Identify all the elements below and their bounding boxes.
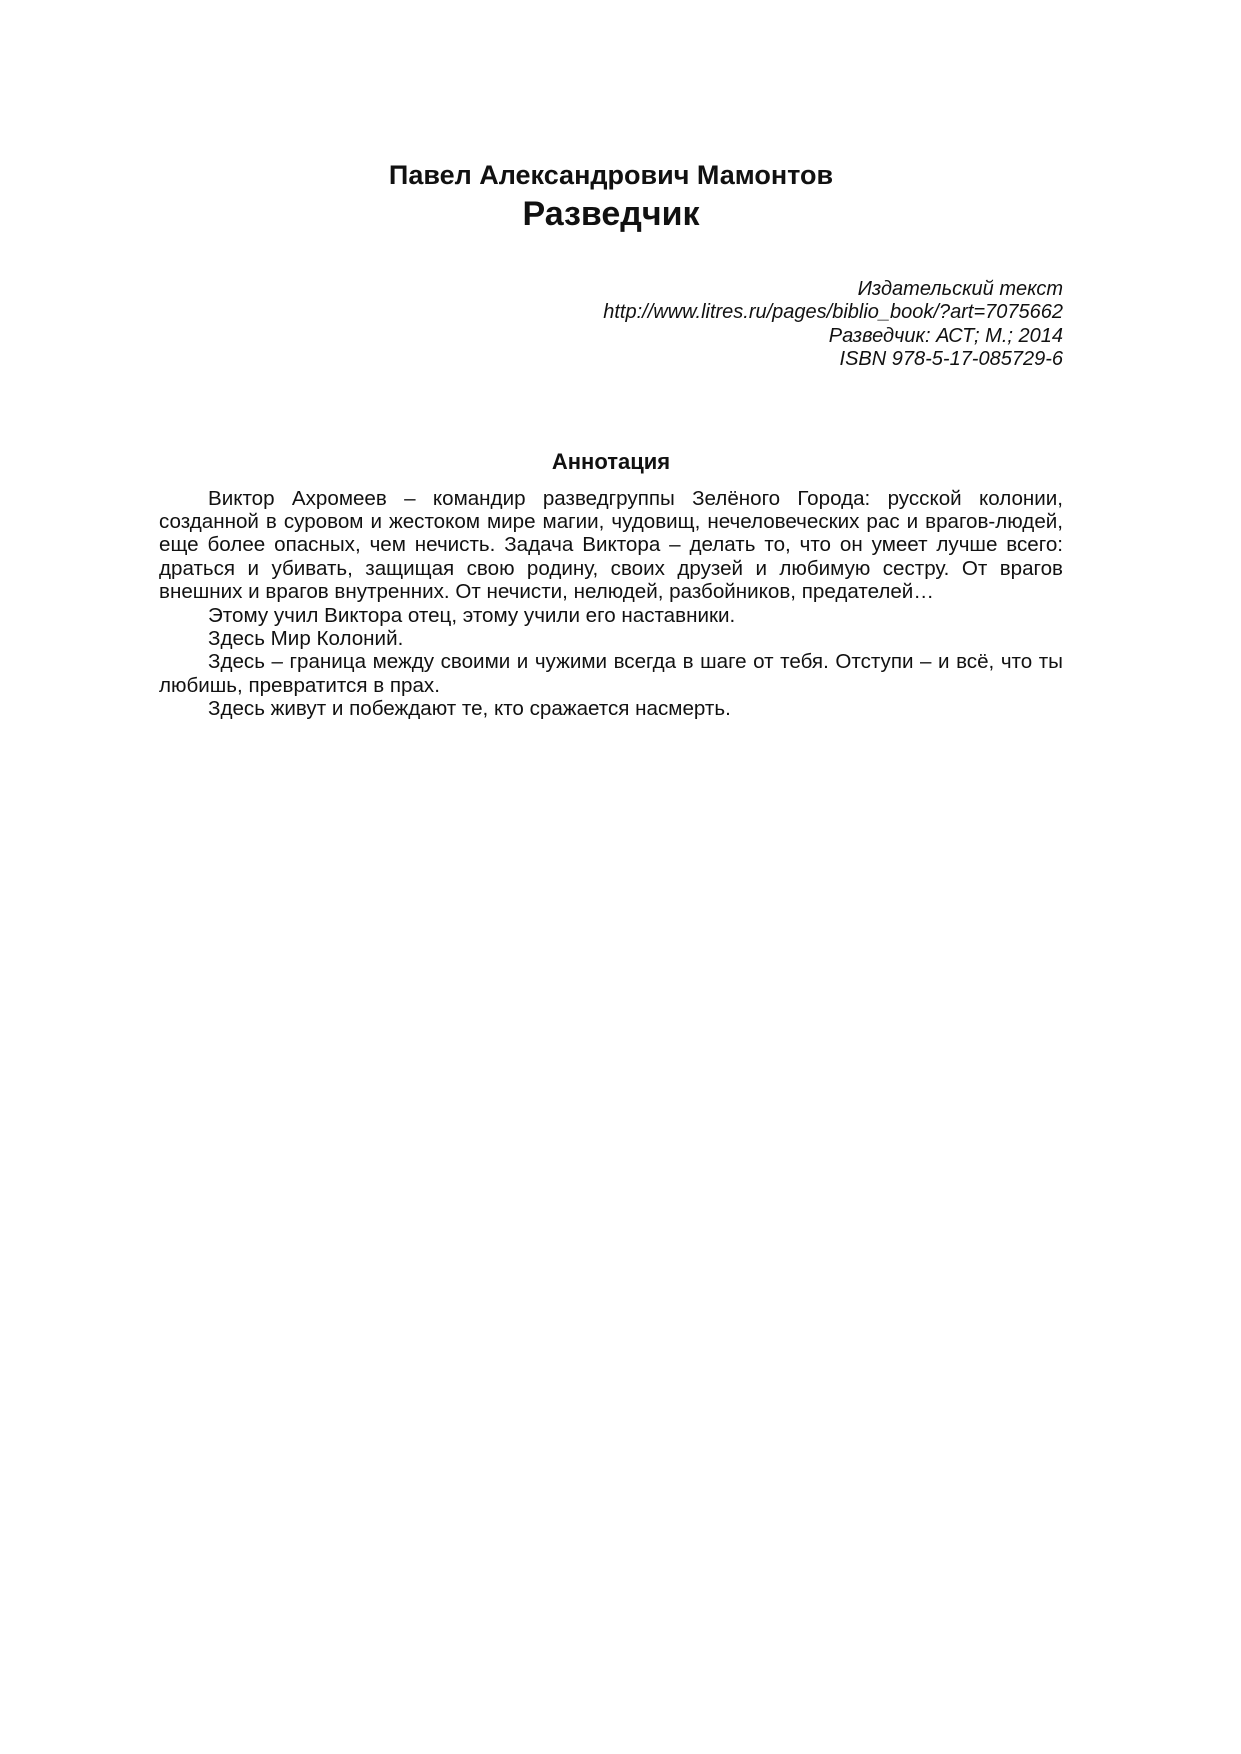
imprint-block (159, 278, 1063, 372)
annotation-paragraph: Виктор Ахромеев – командир разведгруппы Зелёного Города: русской колонии, созданной в суровом и жестоком мире магии, чудовищ, нечеловеческих рас и врагов-людей, еще более опасных, чем нечисть. Задача Виктора – делать то, что он умеет лучше всего: драться и убивать, защищая свою родину, своих друзей и любимую сестру. От врагов внешних и врагов внутренних. От нечисти, нелюдей, разбойников, предателей… (159, 486, 1063, 604)
book-title: Разведчик (522, 195, 700, 233)
author-name: Павел Александрович Мамонтов (388, 160, 834, 190)
imprint-edition-info: Разведчик: АСТ; М.; 2014 (828, 324, 1063, 347)
imprint-isbn: ISBN 978-5-17-085729-6 (839, 348, 1063, 371)
imprint-publisher-text: Издательский текст (857, 278, 1063, 300)
annotation-paragraph: Здесь живут и побеждают те, кто сражается насмерть. (208, 697, 731, 721)
annotation-body (159, 487, 1063, 721)
annotation-paragraph: Этому учил Виктора отец, этому учили его наставники. (208, 603, 736, 627)
annotation-paragraph: Здесь – граница между своими и чужими всегда в шаге от тебя. Отступи – и всё, что ты любишь, превратится в прах. (159, 650, 1063, 697)
text-column (159, 0, 1063, 721)
title-block (159, 159, 1063, 235)
annotation-heading: Аннотация (551, 448, 671, 474)
imprint-book-url[interactable]: http://www.litres.ru/pages/biblio_book/?art=7075662 (603, 301, 1063, 324)
annotation-paragraph: Здесь Мир Колоний. (208, 627, 404, 651)
